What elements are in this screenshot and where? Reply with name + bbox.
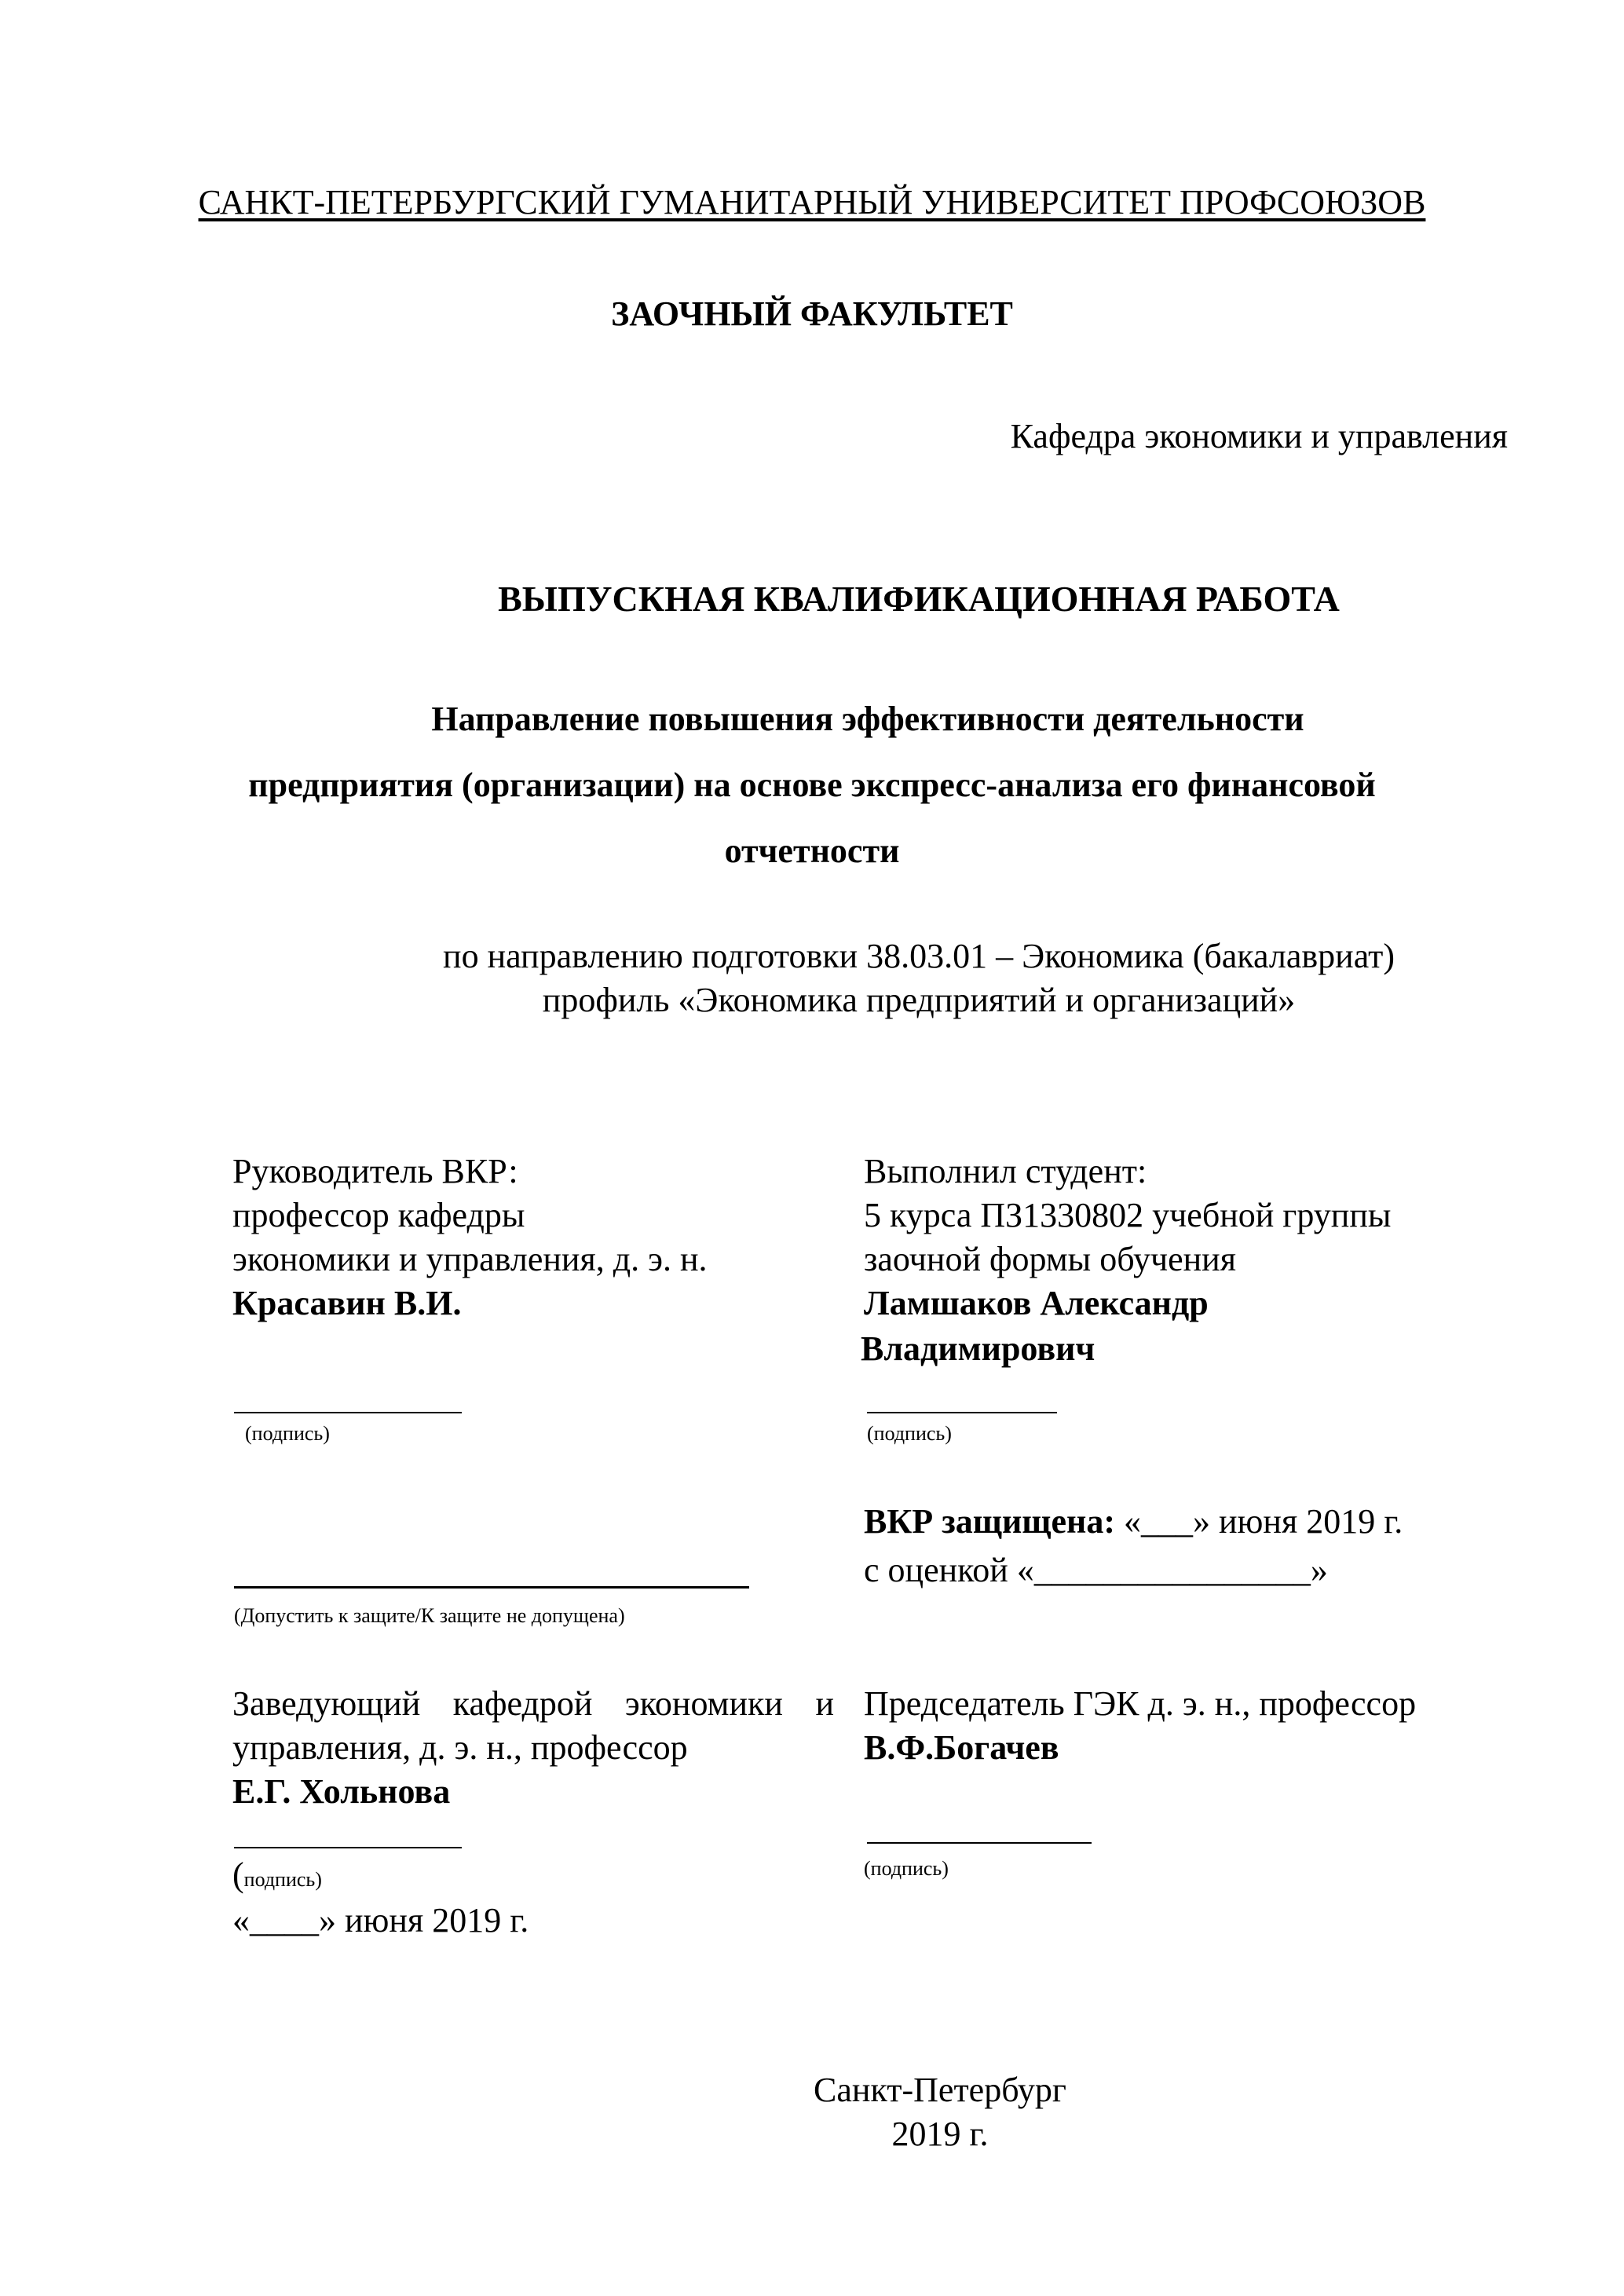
head-signature-label: подпись) xyxy=(243,1868,322,1891)
supervisor-role: Руководитель ВКР: xyxy=(232,1152,518,1190)
defense-date: «___» июня 2019 г. xyxy=(1115,1502,1403,1541)
student-form: заочной формы обучения xyxy=(864,1240,1236,1278)
defense-label: ВКР защищена: xyxy=(864,1502,1115,1541)
student-signature-line xyxy=(867,1412,1057,1413)
university-name: САНКТ-ПЕТЕРБУРГСКИЙ ГУМАНИТАРНЫЙ УНИВЕРСИТЕТ ПРОФСОЮЗОВ xyxy=(198,183,1426,221)
topic-line-3: отчетности xyxy=(724,832,900,870)
admission-label: (Допустить к защите/К защите не допущена) xyxy=(234,1604,625,1627)
chairman-signature-label: (подпись) xyxy=(864,1857,949,1880)
profile-line: профиль «Экономика предприятий и организаций» xyxy=(542,981,1296,1019)
chairman-signature-line xyxy=(867,1842,1092,1844)
supervisor-name: Красавин В.И. xyxy=(232,1284,462,1322)
student-signature-label: (подпись) xyxy=(867,1422,952,1445)
topic-line-2: предприятия (организации) на основе экспресс-анализа его финансовой xyxy=(248,766,1376,804)
defense-date-line xyxy=(864,1500,1403,1544)
footer-year: 2019 г. xyxy=(891,2115,989,2153)
head-signature-line xyxy=(234,1847,462,1848)
student-group: 5 курса ПЗ1330802 учебной группы xyxy=(864,1196,1392,1234)
topic-line-1: Направление повышения эффективности деятельности xyxy=(431,700,1304,738)
faculty-name: ЗАОЧНЫЙ ФАКУЛЬТЕТ xyxy=(611,294,1013,333)
head-signature-block xyxy=(232,1853,322,1897)
head-line-1: Заведующий кафедрой экономики и xyxy=(232,1684,834,1723)
chairman-name: В.Ф.Богачев xyxy=(864,1728,1059,1767)
supervisor-position-2: экономики и управления, д. э. н. xyxy=(232,1240,708,1278)
head-date: «____» июня 2019 г. xyxy=(232,1901,529,1940)
work-type-title: ВЫПУСКНАЯ КВАЛИФИКАЦИОННАЯ РАБОТА xyxy=(498,579,1340,619)
head-line-2: управления, д. э. н., профессор xyxy=(232,1728,688,1767)
chairman-line-1: Председатель ГЭК д. э. н., профессор xyxy=(864,1684,1417,1723)
supervisor-position: профессор кафедры xyxy=(232,1196,525,1234)
head-signature-paren: ( xyxy=(232,1855,244,1894)
student-role: Выполнил студент: xyxy=(864,1152,1147,1190)
student-name-line-1: Ламшаков Александр xyxy=(864,1284,1209,1322)
defense-grade: с оценкой «________________» xyxy=(864,1551,1328,1589)
head-name: Е.Г. Хольнова xyxy=(232,1772,451,1811)
direction-line: по направлению подготовки 38.03.01 – Экономика (бакалавриат) xyxy=(443,937,1395,975)
supervisor-signature-line xyxy=(234,1412,462,1413)
student-name-line-2: Владимирович xyxy=(861,1329,1095,1368)
footer-city: Санкт-Петербург xyxy=(814,2071,1066,2109)
supervisor-signature-label: (подпись) xyxy=(245,1422,330,1445)
admission-line xyxy=(234,1586,749,1589)
department-name: Кафедра экономики и управления xyxy=(1010,417,1508,455)
